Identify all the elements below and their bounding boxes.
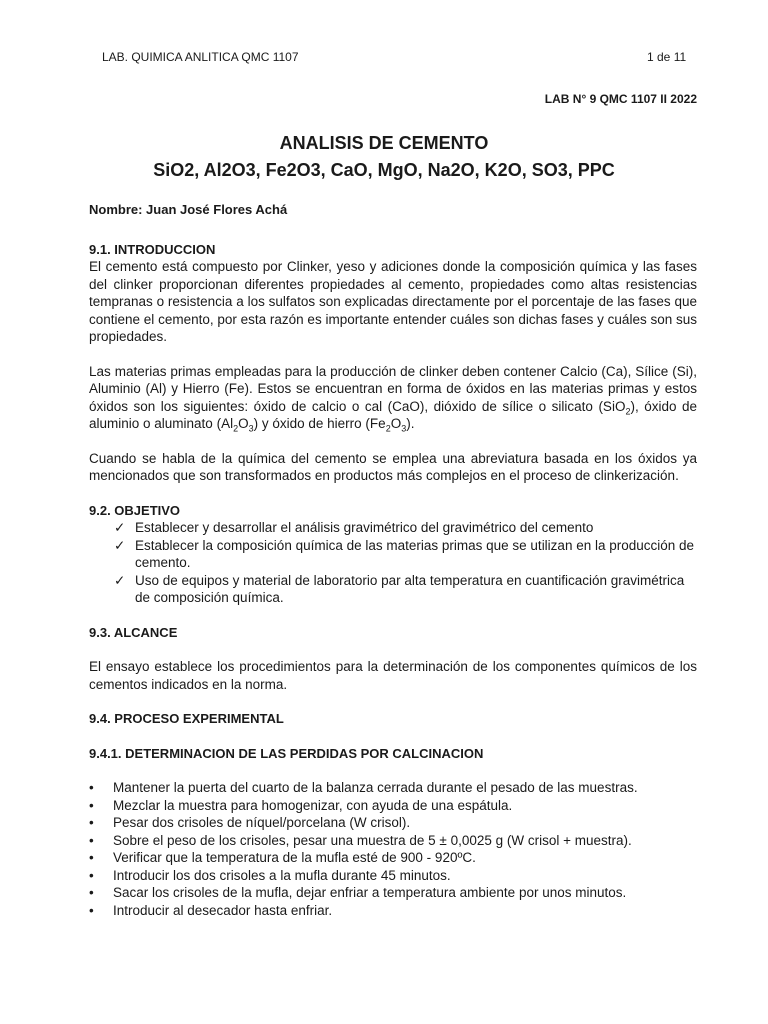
header-course: LAB. QUIMICA ANLITICA QMC 1107 — [102, 50, 299, 64]
alcance-paragraph: El ensayo establece los procedimientos para la determinación de los componentes químicos de los cementos indicados en la norma. — [89, 659, 697, 692]
header-page-number: 1 de 11 — [647, 50, 687, 64]
subsection-heading-calcinacion: 9.4.1. DETERMINACION DE LAS PERDIDAS POR CALCINACION — [89, 745, 484, 761]
intro-paragraph-3: Cuando se habla de la química del cemento se emplea una abreviatura basada en los óxidos ya mencionados que son transformados en productos más complejos en el proceso de clinkerización. — [89, 450, 697, 483]
checkmark-icon: ✓ — [114, 537, 126, 553]
bullet-icon: • — [89, 797, 94, 813]
list-item: • Verificar que la temperatura de la mufla esté de 900 - 920ºC. — [89, 850, 476, 865]
list-item: ✓ Establecer y desarrollar el análisis gravimétrico del gravimétrico del cemento — [114, 520, 594, 535]
list-item: • Introducir los dos crisoles a la mufla durante 45 minutos. — [89, 867, 451, 883]
bullet-icon: • — [89, 815, 94, 830]
bullet-icon: • — [89, 780, 94, 795]
objetivo-list — [89, 519, 697, 607]
bullet-icon: • — [89, 850, 94, 865]
intro-paragraph-2: Las materias primas empleadas para la producción de clinker deben contener Calcio (Ca), Sílice (Si), Aluminio (Al) y Hierro (Fe). Estos se encuentran en forma de óxidos en las materias primas y estos óxidos son los siguientes: óxido de calcio o cal (CaO), dióxido de sílice o silicato (SiO$_2$), óxido de aluminio o aluminato $(Al_2O_3)$ y óxido de hierro $(Fe_2O_3)$. — [89, 363, 697, 434]
list-item: • Mantener la puerta del cuarto de la balanza cerrada durante el pesado de las muestras. — [89, 780, 638, 795]
list-item: ✓ Uso de equipos y material de laboratorio par alta temperatura en cuantificación gravimétrica de composición química. — [114, 572, 685, 605]
list-item: ✓ Establecer la composición química de las materias primas que se utilizan en la producción de cemento. — [114, 537, 695, 570]
document-title: ANALISIS DE CEMENTO — [279, 133, 489, 153]
checkmark-icon: ✓ — [114, 520, 126, 535]
document-body — [89, 201, 697, 919]
author-name: Nombre: Juan José Flores Achá — [89, 202, 288, 217]
section-heading-intro: 9.1. INTRODUCCION — [89, 241, 216, 257]
procedure-list — [89, 779, 697, 919]
list-item: • Sacar los crisoles de la mufla, dejar enfriar a temperatura ambiente por unos minutos. — [89, 885, 627, 900]
document-subtitle: SiO2, Al2O3, Fe2O3, CaO, MgO, Na2O, K2O, SO3, PPC — [153, 160, 615, 180]
list-item: • Mezclar la muestra para homogenizar, con ayuda de una espátula. — [89, 797, 513, 813]
lab-number: LAB N° 9 QMC 1107 II 2022 — [544, 92, 697, 106]
bullet-icon: • — [89, 867, 94, 883]
bullet-icon: • — [89, 902, 94, 918]
intro-paragraph-1: El cemento está compuesto por Clinker, yeso y adiciones donde la composición química y las fases del clinker proporcionan diferentes propiedades al cemento, propiedades como altas resistencias tempranas o resistencia a los sulfatos son explicadas directamente por el porcentaje de las fases que contiene el cemento, por esta razón es importante entender cuáles son dichas fases y cuáles son sus propiedades. — [89, 259, 697, 344]
section-heading-alcance: 9.3. ALCANCE — [89, 624, 178, 640]
list-item: • Sobre el peso de los crisoles, pesar una muestra de 5 ± 0,0025 g (W crisol + muestra). — [89, 832, 632, 848]
bullet-icon: • — [89, 832, 94, 848]
list-item: • Pesar dos crisoles de níquel/porcelana (W crisol). — [89, 815, 411, 830]
section-heading-objetivo: 9.2. OBJETIVO — [89, 502, 181, 518]
section-heading-proceso: 9.4. PROCESO EXPERIMENTAL — [89, 711, 284, 726]
list-item: • Introducir al desecador hasta enfriar. — [89, 902, 333, 918]
checkmark-icon: ✓ — [114, 572, 126, 588]
bullet-icon: • — [89, 885, 94, 900]
